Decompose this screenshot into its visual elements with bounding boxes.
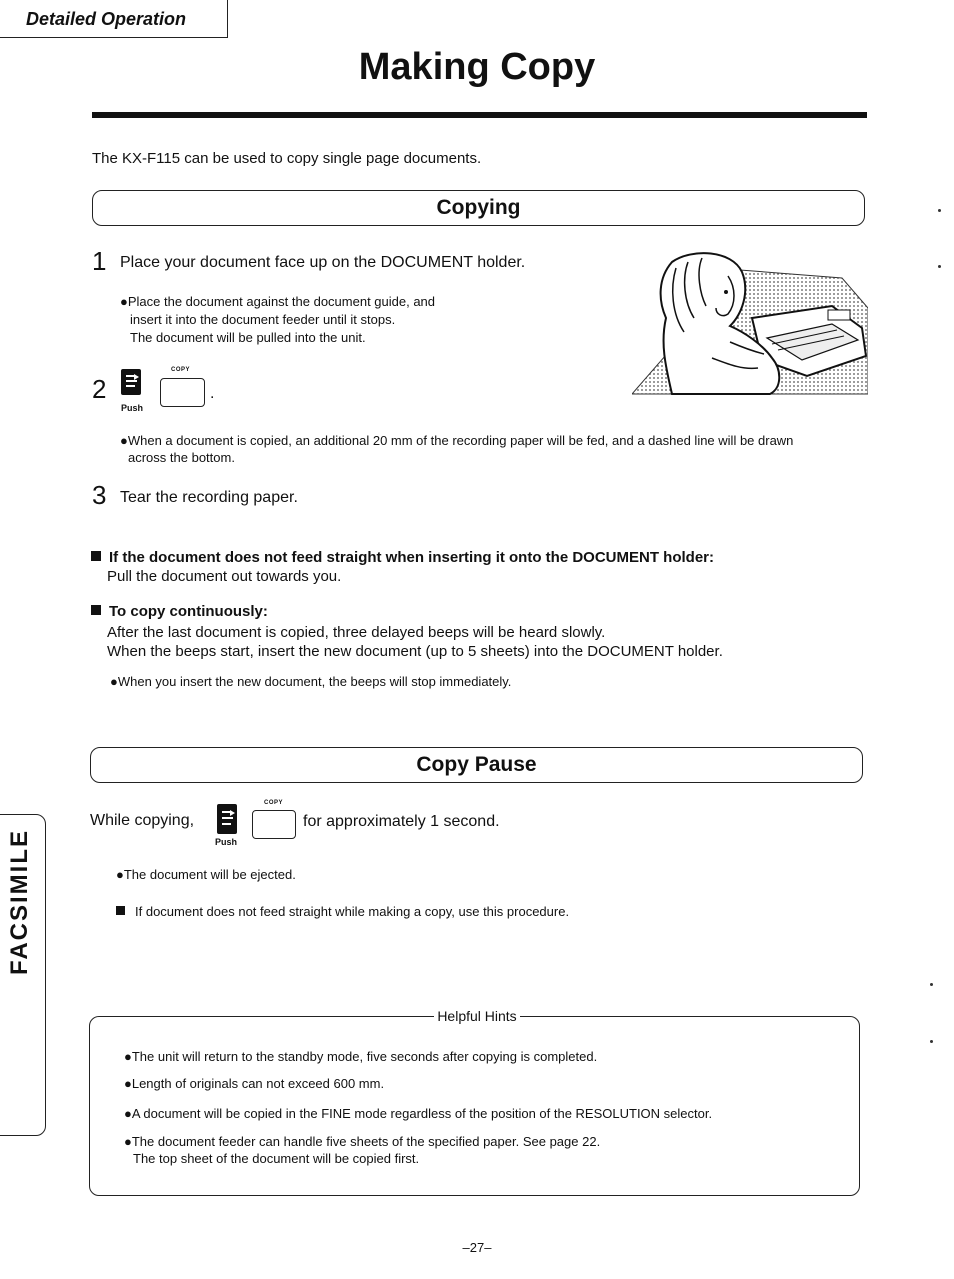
tip-straight-body: Pull the document out towards you. xyxy=(107,568,342,585)
push-label: Push xyxy=(121,403,144,413)
step3-text: Tear the recording paper. xyxy=(120,489,298,506)
copy-pause-heading: Copy Pause xyxy=(90,747,863,783)
hint-2: ●Length of originals can not exceed 600 mm. xyxy=(124,1076,385,1091)
bullet-square xyxy=(91,605,101,615)
step1-number: 1 xyxy=(92,246,107,276)
page-number: –27– xyxy=(462,1240,492,1255)
tip-straight-heading: If the document does not feed straight when inserting it onto the DOCUMENT holder: xyxy=(91,549,714,566)
scan-speck xyxy=(938,265,941,268)
helpful-hints-title: Helpful Hints xyxy=(0,1008,954,1024)
step1-note-1: ●Place the document against the document guide, and xyxy=(120,294,436,309)
step1-note-3: The document will be pulled into the unit. xyxy=(130,330,366,345)
push-hand-icon xyxy=(120,368,142,396)
step1-text: Place your document face up on the DOCUMENT holder. xyxy=(120,254,526,271)
for-approx-text: for approximately 1 second. xyxy=(303,813,500,830)
push-hand-icon xyxy=(216,803,238,835)
scan-speck xyxy=(930,983,933,986)
hint-4: ●The document feeder can handle five sheets of the specified paper. See page 22. xyxy=(124,1134,601,1149)
step3-number: 3 xyxy=(92,480,107,510)
hint-5: The top sheet of the document will be copied first. xyxy=(133,1151,420,1166)
copy-key-label: COPY xyxy=(264,800,284,806)
step1-note-2: insert it into the document feeder until it stops. xyxy=(130,312,396,327)
copy-key-label: COPY xyxy=(171,367,191,373)
tip-continuous-body-1: After the last document is copied, three delayed beeps will be heard slowly. xyxy=(107,624,606,641)
step2-note-2: across the bottom. xyxy=(128,450,235,465)
step2-number: 2 xyxy=(92,374,107,404)
copy-key-button[interactable] xyxy=(160,378,205,407)
scan-speck xyxy=(938,209,941,212)
intro-text: The KX-F115 can be used to copy single page documents. xyxy=(92,150,482,167)
step2-note-1: ●When a document is copied, an additional 20 mm of the recording paper will be fed, and a dashed line will be drawn xyxy=(120,433,794,448)
hint-3: ●A document will be copied in the FINE mode regardless of the position of the RESOLUTION selector. xyxy=(124,1106,713,1121)
page-title: Making Copy xyxy=(358,46,596,88)
tip-continuous-heading: To copy continuously: xyxy=(91,603,268,620)
title-rule xyxy=(92,112,867,118)
copy-key-button[interactable] xyxy=(252,810,296,839)
while-copying-text: While copying, xyxy=(90,812,195,829)
hint-1: ●The unit will return to the standby mode, five seconds after copying is completed. xyxy=(124,1049,598,1064)
tip-continuous-body-2: When the beeps start, insert the new document (up to 5 sheets) into the DOCUMENT holder. xyxy=(107,643,723,660)
bullet-square xyxy=(91,551,101,561)
scan-speck xyxy=(930,1040,933,1043)
copy-pause-note: ●The document will be ejected. xyxy=(116,867,296,882)
section-tag: Detailed Operation xyxy=(0,0,228,38)
copy-pause-bullet: If document does not feed straight while making a copy, use this procedure. xyxy=(116,903,569,921)
tip-continuous-note: ●When you insert the new document, the beeps will stop immediately. xyxy=(110,674,512,689)
fax-user-illustration xyxy=(632,248,868,398)
copying-heading: Copying xyxy=(92,190,865,226)
bullet-square xyxy=(116,906,125,915)
step2-period: . xyxy=(210,385,215,402)
push-label: Push xyxy=(215,837,238,847)
side-tab-label: FACSIMILE xyxy=(6,828,33,975)
